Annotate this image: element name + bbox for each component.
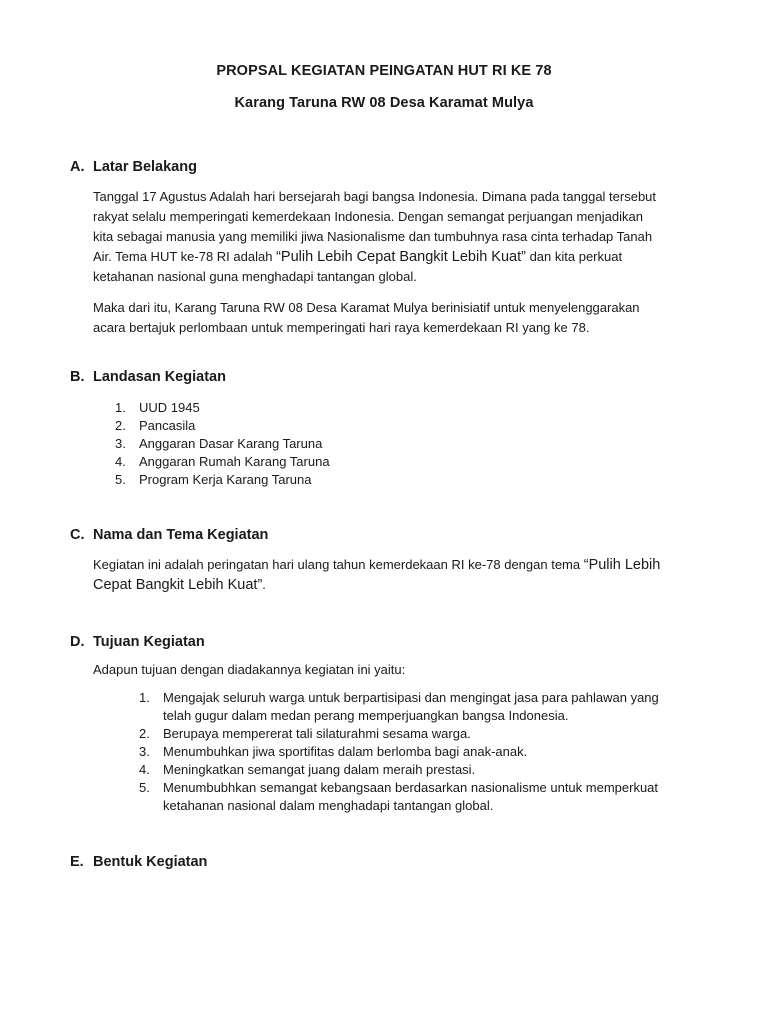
section-e-title: Bentuk Kegiatan [93,854,208,870]
list-item [139,779,679,815]
list-item-number: 3. [115,436,126,451]
section-c-paragraph-text-end: . [262,577,266,592]
theme-quote: “Pulih Lebih Cepat Bangkit Lebih Kuat” [93,557,661,593]
document-title: PROPSAL KEGIATAN PEINGATAN HUT RI KE 78 [216,63,552,79]
list-item [115,453,330,471]
section-b-title: Landasan Kegiatan [93,369,226,385]
section-c-title: Nama dan Tema Kegiatan [93,527,269,543]
list-item-number: 4. [139,762,150,777]
list-item-number: 5. [139,780,150,795]
tujuan-list [139,689,679,815]
list-item-text: Program Kerja Karang Taruna [139,472,312,487]
section-a-title: Latar Belakang [93,159,197,175]
list-item-number: 3. [139,744,150,759]
list-item-text: Menumbuhkan jiwa sportifitas dalam berlomba bagi anak-anak. [163,744,528,759]
section-a-heading [70,159,197,175]
list-item-text: Anggaran Rumah Karang Taruna [139,454,330,469]
list-item-number: 1. [139,690,150,705]
section-d-title: Tujuan Kegiatan [93,634,205,650]
list-item-text: Pancasila [139,418,196,433]
list-item [115,417,330,435]
list-item-text: Mengajak seluruh warga untuk berpartisipasi dan mengingat jasa para pahlawan yang telah gugur dalam medan perang memperjuangkan bangsa Indonesia. [163,690,659,723]
list-item [115,435,330,453]
document-subtitle: Karang Taruna RW 08 Desa Karamat Mulya [234,95,534,111]
list-item [139,689,679,725]
section-d-letter: D. [70,634,85,650]
section-c-heading [70,527,268,543]
list-item-number: 4. [115,454,126,469]
list-item-text: Berupaya mempererat tali silaturahmi sesama warga. [163,726,471,741]
section-a-paragraph-2: Maka dari itu, Karang Taruna RW 08 Desa Karamat Mulya berinisiatif untuk menyelenggarakan acara bertajuk perlombaan untuk memperingati hari raya kemerdekaan RI yang ke 78. [93,300,640,335]
list-item [139,761,679,779]
section-e-heading [70,854,207,870]
list-item [139,743,679,761]
list-item-text: Meningkatkan semangat juang dalam meraih prestasi. [163,762,476,777]
section-d-heading [70,634,205,650]
list-item-text: Anggaran Dasar Karang Taruna [139,436,323,451]
list-item [139,725,679,743]
section-c-letter: C. [70,527,85,543]
section-e-letter: E. [70,854,84,870]
landasan-list [115,399,330,489]
section-b-heading [70,369,226,385]
section-c-paragraph [93,555,673,595]
section-c-paragraph-text: Kegiatan ini adalah peringatan hari ulang tahun kemerdekaan RI ke-78 dengan tema [93,557,584,572]
section-a-paragraph-1-text: Tanggal 17 Agustus Adalah hari bersejarah bagi bangsa Indonesia. Dimana pada tanggal tersebut rakyat selalu memperingati kemerdekaan Indonesia. Dengan semangat perjuangan menjadikan kita sebagai manusia yang memiliki jiwa Nasionalisme dan tumbuhnya rasa cinta terhadap Tanah Air. Tema HUT ke-78 RI adalah [93,189,657,264]
section-a-paragraph-1-text-end: dan kita perkuat ketahanan nasional guna menghadapi tantangan global. [93,249,623,284]
section-a-paragraph-1 [93,187,658,287]
list-item [115,471,330,489]
list-item-text: Menumbubhkan semangat kebangsaan berdasarkan nasionalisme untuk memperkuat ketahanan nasional dalam menghadapi tantangan global. [163,780,659,813]
list-item-text: UUD 1945 [139,400,200,415]
section-d-intro: Adapun tujuan dengan diadakannya kegiatan ini yaitu: [93,662,406,677]
section-b-letter: B. [70,369,85,385]
list-item-number: 2. [115,418,126,433]
list-item-number: 2. [139,726,150,741]
list-item-number: 1. [115,400,126,415]
list-item [115,399,330,417]
list-item-number: 5. [115,472,126,487]
section-a-letter: A. [70,159,85,175]
theme-quote: “Pulih Lebih Cepat Bangkit Lebih Kuat” [276,249,526,265]
